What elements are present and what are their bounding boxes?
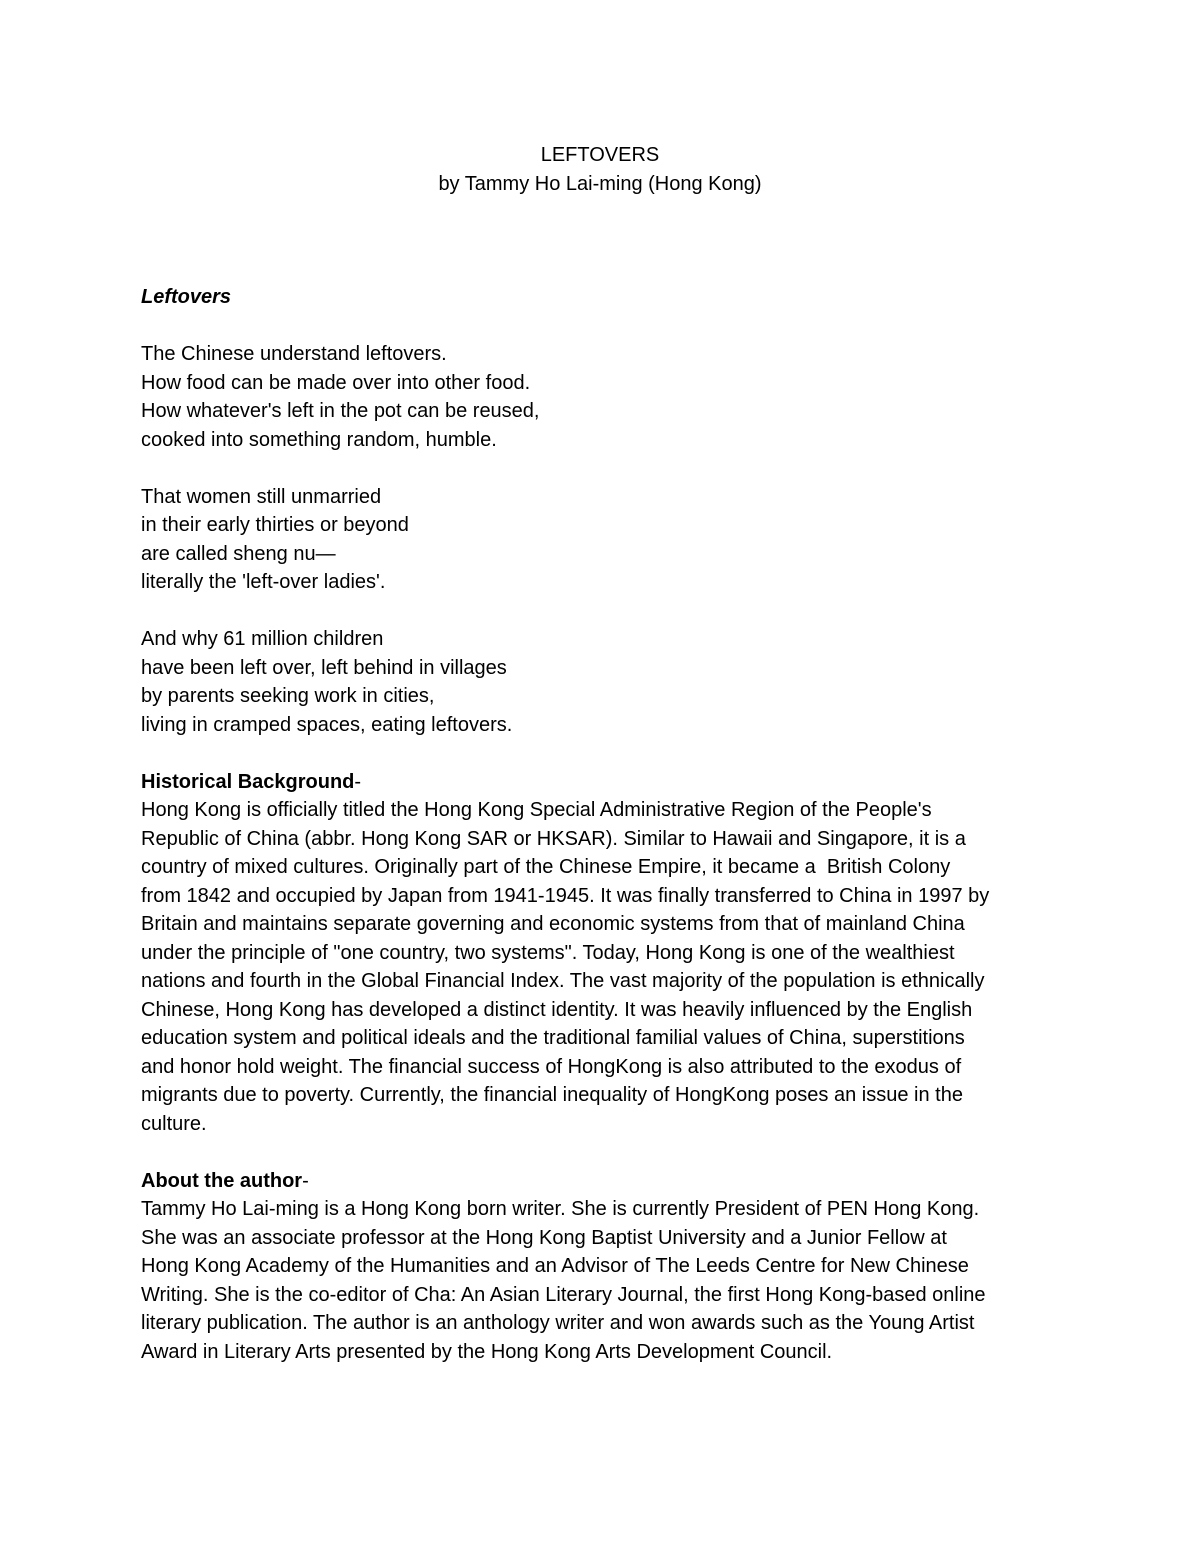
- heading-text: Historical Background: [141, 770, 355, 793]
- paragraph-line: country of mixed cultures. Originally part of the Chinese Empire, it became a British Colony: [141, 856, 951, 878]
- paragraph-line: She was an associate professor at the Hong Kong Baptist University and a Junior Fellow at: [141, 1226, 947, 1249]
- document-byline: by Tammy Ho Lai-ming (Hong Kong): [438, 173, 762, 195]
- poem-line: The Chinese understand leftovers.: [141, 343, 447, 365]
- paragraph-line: under the principle of "one country, two systems". Today, Hong Kong is one of the wealthiest: [141, 941, 955, 964]
- spacer: [141, 312, 1071, 341]
- poem-stanza-2: [141, 483, 1071, 597]
- paragraph-line: migrants due to poverty. Currently, the financial inequality of HongKong poses an issue in the: [141, 1084, 963, 1106]
- poem-stanza-3: [141, 625, 1071, 739]
- spacer: [141, 739, 1071, 768]
- document-title: LEFTOVERS: [540, 144, 660, 166]
- poem-line: How food can be made over into other food.: [141, 371, 531, 394]
- paragraph-line: nations and fourth in the Global Financial Index. The vast majority of the population is ethnically: [141, 970, 985, 992]
- paragraph-line: literary publication. The author is an anthology writer and won awards such as the Young Artist: [141, 1312, 975, 1334]
- paragraph-line: Chinese, Hong Kong has developed a distinct identity. It was heavily influenced by the English: [141, 998, 973, 1021]
- paragraph-line: Britain and maintains separate governing and economic systems from that of mainland China: [141, 913, 965, 935]
- poem-line: cooked into something random, humble.: [141, 428, 497, 451]
- poem-title: Leftovers: [141, 286, 232, 308]
- historical-background-heading: [141, 768, 1071, 797]
- paragraph-line: Tammy Ho Lai-ming is a Hong Kong born writer. She is currently President of PEN Hong Kong.: [141, 1198, 980, 1220]
- about-author-paragraph: [141, 1195, 1071, 1366]
- paragraph-line: Hong Kong is officially titled the Hong Kong Special Administrative Region of the People's: [141, 799, 932, 821]
- spacer: [141, 597, 1071, 626]
- heading-text: About the author: [141, 1169, 303, 1192]
- spacer: [141, 454, 1071, 483]
- poem-line: are called sheng nu—: [141, 542, 336, 565]
- paragraph-line: Hong Kong Academy of the Humanities and an Advisor of The Leeds Centre for New Chinese: [141, 1255, 969, 1277]
- paragraph-line: education system and political ideals and the traditional familial values of China, superstitions: [141, 1027, 965, 1049]
- poem-stanza-1: [141, 340, 1071, 454]
- paragraph-line: Republic of China (abbr. Hong Kong SAR or HKSAR). Similar to Hawaii and Singapore, it is a: [141, 827, 966, 850]
- poem-line: living in cramped spaces, eating leftovers.: [141, 713, 513, 736]
- poem-line: in their early thirties or beyond: [141, 514, 409, 536]
- poem-line: And why 61 million children: [141, 628, 384, 650]
- document-body: [141, 283, 1071, 1366]
- poem-line: literally the 'left-over ladies'.: [141, 571, 386, 593]
- poem-line: by parents seeking work in cities,: [141, 685, 435, 707]
- heading-dash: -: [302, 1169, 309, 1192]
- paragraph-line: Writing. She is the co-editor of Cha: An Asian Literary Journal, the first Hong Kong-based online: [141, 1283, 986, 1306]
- paragraph-line: and honor hold weight. The financial success of HongKong is also attributed to the exodus of: [141, 1055, 962, 1078]
- spacer: [141, 1138, 1071, 1167]
- poem-line: How whatever's left in the pot can be reused,: [141, 400, 540, 422]
- paragraph-line: from 1842 and occupied by Japan from 1941-1945. It was finally transferred to China in 1997 by: [141, 884, 990, 907]
- historical-background-paragraph: [141, 796, 1071, 1138]
- poem-line: have been left over, left behind in villages: [141, 656, 507, 679]
- paragraph-line: Award in Literary Arts presented by the Hong Kong Arts Development Council.: [141, 1340, 833, 1363]
- poem-line: That women still unmarried: [141, 485, 382, 508]
- paragraph-line: culture.: [141, 1112, 207, 1135]
- heading-dash: -: [354, 770, 362, 793]
- document-header: [0, 141, 1200, 199]
- about-author-heading: [141, 1167, 1071, 1196]
